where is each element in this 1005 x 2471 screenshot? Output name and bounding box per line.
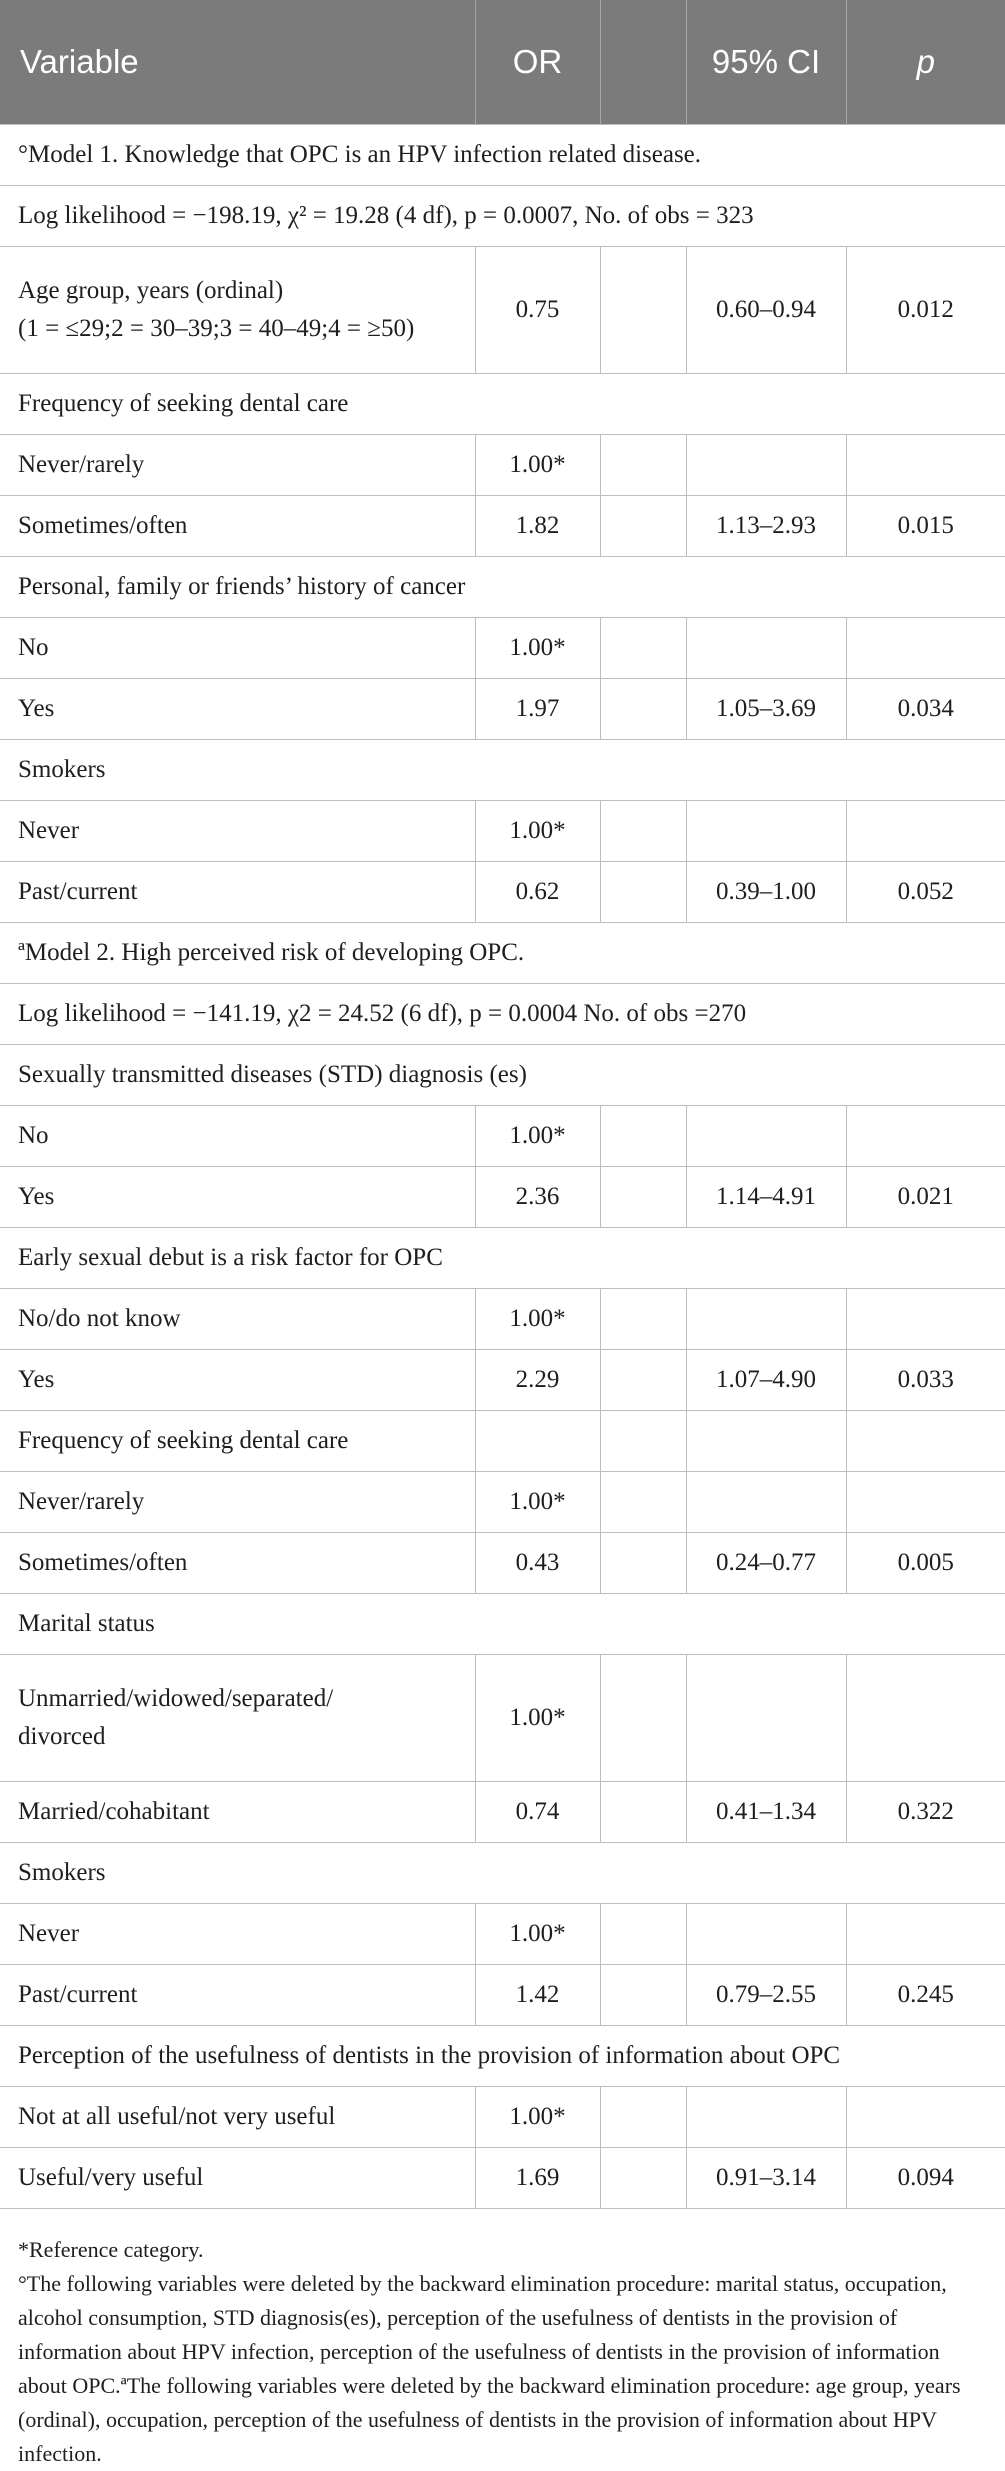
ci-value (686, 435, 846, 496)
age-label-line1: Age group, years (ordinal) (18, 277, 284, 304)
header-blank (600, 0, 686, 125)
group-heading-row (0, 374, 1005, 435)
blank-cell (600, 496, 686, 557)
p-value: 0.034 (846, 679, 1005, 740)
or-value: 1.00* (475, 1904, 600, 1965)
or-value (475, 1411, 600, 1472)
p-value (846, 1655, 1005, 1782)
table-row (0, 1965, 1005, 2026)
p-value (846, 2087, 1005, 2148)
ci-value: 1.14–4.91 (686, 1167, 846, 1228)
or-value: 1.82 (475, 496, 600, 557)
blank-cell (600, 1106, 686, 1167)
blank-cell (600, 1533, 686, 1594)
group-heading: Sexually transmitted diseases (STD) diagnosis (es) (0, 1045, 1005, 1106)
blank-cell (600, 862, 686, 923)
row-label: Past/current (0, 862, 475, 923)
or-value: 0.43 (475, 1533, 600, 1594)
model2-stats: Log likelihood = −141.19, χ2 = 24.52 (6 df), p = 0.0004 No. of obs =270 (0, 984, 1005, 1045)
group-heading: Smokers (0, 1843, 1005, 1904)
blank-cell (600, 801, 686, 862)
table-footnotes (0, 2209, 1005, 2471)
ci-value (686, 801, 846, 862)
table-row (0, 1289, 1005, 1350)
row-label: Yes (0, 679, 475, 740)
p-value (846, 1411, 1005, 1472)
ci-value (686, 1289, 846, 1350)
row-label: Past/current (0, 1965, 475, 2026)
p-value (846, 1904, 1005, 1965)
ci-value (686, 618, 846, 679)
table-row (0, 1533, 1005, 1594)
model-stats-row (0, 186, 1005, 247)
row-label: No/do not know (0, 1289, 475, 1350)
row-label: Married/cohabitant (0, 1782, 475, 1843)
header-row (0, 0, 1005, 125)
ci-value (686, 1106, 846, 1167)
row-label: Yes (0, 1350, 475, 1411)
group-heading: Marital status (0, 1594, 1005, 1655)
blank-cell (600, 1411, 686, 1472)
ci-value (686, 1655, 846, 1782)
ci-value (686, 2087, 846, 2148)
ci-value: 1.13–2.93 (686, 496, 846, 557)
model-title-row (0, 125, 1005, 186)
table-row (0, 247, 1005, 374)
ci-value: 0.60–0.94 (686, 247, 846, 374)
table-row (0, 2087, 1005, 2148)
or-value: 1.00* (475, 2087, 600, 2148)
table-row (0, 1782, 1005, 1843)
p-value (846, 1106, 1005, 1167)
blank-cell (600, 1782, 686, 1843)
group-heading: Personal, family or friends’ history of cancer (0, 557, 1005, 618)
p-value: 0.015 (846, 496, 1005, 557)
ci-value: 1.05–3.69 (686, 679, 846, 740)
blank-cell (600, 435, 686, 496)
age-label-line2: (1 = ≤29;2 = 30–39;3 = 40–49;4 = ≥50) (18, 315, 415, 342)
header-or: OR (475, 0, 600, 125)
blank-cell (600, 247, 686, 374)
table-row (0, 435, 1005, 496)
blank-cell (600, 618, 686, 679)
header-ci: 95% CI (686, 0, 846, 125)
or-value: 0.75 (475, 247, 600, 374)
p-value (846, 435, 1005, 496)
blank-cell (600, 1472, 686, 1533)
row-label (0, 247, 475, 374)
or-value: 2.29 (475, 1350, 600, 1411)
p-value: 0.012 (846, 247, 1005, 374)
blank-cell (600, 1655, 686, 1782)
p-value: 0.033 (846, 1350, 1005, 1411)
or-value: 1.97 (475, 679, 600, 740)
or-value: 1.42 (475, 1965, 600, 2026)
group-heading-row (0, 1594, 1005, 1655)
or-value: 1.00* (475, 618, 600, 679)
row-label (0, 1655, 475, 1782)
or-value: 0.62 (475, 862, 600, 923)
table-row (0, 862, 1005, 923)
table-row (0, 2148, 1005, 2209)
or-value: 2.36 (475, 1167, 600, 1228)
footnote-deleted-variables: °The following variables were deleted by the backward elimination procedure: marital status, occupation, alcohol consumption, STD diagnosis(es), perception of the usefulness of dentists in the provision of information about HPV infection, perception of the usefulness of dentists in the provision of information about OPC.ªThe following variables were deleted by the backward elimination procedure: age group, years (ordinal), occupation, perception of the usefulness of dentists in the provision of information about HPV infection. (18, 2271, 961, 2466)
row-label: Never/rarely (0, 435, 475, 496)
or-value: 1.00* (475, 1472, 600, 1533)
footnote-reference: *Reference category. (18, 2237, 204, 2262)
p-value: 0.021 (846, 1167, 1005, 1228)
group-heading: Frequency of seeking dental care (0, 374, 1005, 435)
table-row (0, 1904, 1005, 1965)
p-value: 0.005 (846, 1533, 1005, 1594)
p-value: 0.052 (846, 862, 1005, 923)
blank-cell (600, 1904, 686, 1965)
ci-value: 0.24–0.77 (686, 1533, 846, 1594)
blank-cell (600, 679, 686, 740)
p-value (846, 801, 1005, 862)
row-label: Never/rarely (0, 1472, 475, 1533)
group-heading: Smokers (0, 740, 1005, 801)
marital-label-line1: Unmarried/widowed/separated/ (18, 1685, 334, 1712)
row-label: Not at all useful/not very useful (0, 2087, 475, 2148)
marital-label-line2: divorced (18, 1723, 106, 1750)
row-label: No (0, 618, 475, 679)
group-heading: Frequency of seeking dental care (0, 1411, 475, 1472)
or-value: 1.00* (475, 1655, 600, 1782)
model1-title: °Model 1. Knowledge that OPC is an HPV infection related disease. (0, 125, 1005, 186)
ci-value: 0.41–1.34 (686, 1782, 846, 1843)
row-label: Never (0, 1904, 475, 1965)
row-label: Never (0, 801, 475, 862)
or-value: 1.69 (475, 2148, 600, 2209)
group-heading-row (0, 1411, 1005, 1472)
p-value (846, 1289, 1005, 1350)
group-heading-row (0, 2026, 1005, 2087)
ci-value (686, 1411, 846, 1472)
blank-cell (600, 2087, 686, 2148)
model-stats-row (0, 984, 1005, 1045)
model2-title: ªModel 2. High perceived risk of developing OPC. (0, 923, 1005, 984)
group-heading: Early sexual debut is a risk factor for OPC (0, 1228, 1005, 1289)
or-value: 1.00* (475, 1289, 600, 1350)
blank-cell (600, 1289, 686, 1350)
row-label: Yes (0, 1167, 475, 1228)
table-row (0, 1472, 1005, 1533)
or-value: 1.00* (475, 801, 600, 862)
table-row (0, 1167, 1005, 1228)
table-row (0, 1106, 1005, 1167)
row-label: Useful/very useful (0, 2148, 475, 2209)
row-label: Sometimes/often (0, 496, 475, 557)
group-heading-row (0, 740, 1005, 801)
blank-cell (600, 2148, 686, 2209)
or-value: 1.00* (475, 435, 600, 496)
p-value: 0.322 (846, 1782, 1005, 1843)
table-row (0, 801, 1005, 862)
model-title-row (0, 923, 1005, 984)
header-p: p (846, 0, 1005, 125)
ci-value (686, 1904, 846, 1965)
blank-cell (600, 1965, 686, 2026)
table-row (0, 679, 1005, 740)
row-label: No (0, 1106, 475, 1167)
group-heading: Perception of the usefulness of dentists in the provision of information about OPC (0, 2026, 1005, 2087)
model1-stats: Log likelihood = −198.19, χ² = 19.28 (4 df), p = 0.0007, No. of obs = 323 (0, 186, 1005, 247)
or-value: 0.74 (475, 1782, 600, 1843)
group-heading-row (0, 1843, 1005, 1904)
blank-cell (600, 1350, 686, 1411)
or-value: 1.00* (475, 1106, 600, 1167)
p-value (846, 618, 1005, 679)
group-heading-row (0, 557, 1005, 618)
row-label: Sometimes/often (0, 1533, 475, 1594)
ci-value (686, 1472, 846, 1533)
blank-cell (600, 1167, 686, 1228)
ci-value: 0.91–3.14 (686, 2148, 846, 2209)
ci-value: 1.07–4.90 (686, 1350, 846, 1411)
table-row (0, 1350, 1005, 1411)
p-value (846, 1472, 1005, 1533)
group-heading-row (0, 1228, 1005, 1289)
header-variable: Variable (0, 0, 475, 125)
table-row (0, 618, 1005, 679)
table-row (0, 1655, 1005, 1782)
ci-value: 0.79–2.55 (686, 1965, 846, 2026)
p-value: 0.094 (846, 2148, 1005, 2209)
p-value: 0.245 (846, 1965, 1005, 2026)
ci-value: 0.39–1.00 (686, 862, 846, 923)
group-heading-row (0, 1045, 1005, 1106)
table-row (0, 496, 1005, 557)
